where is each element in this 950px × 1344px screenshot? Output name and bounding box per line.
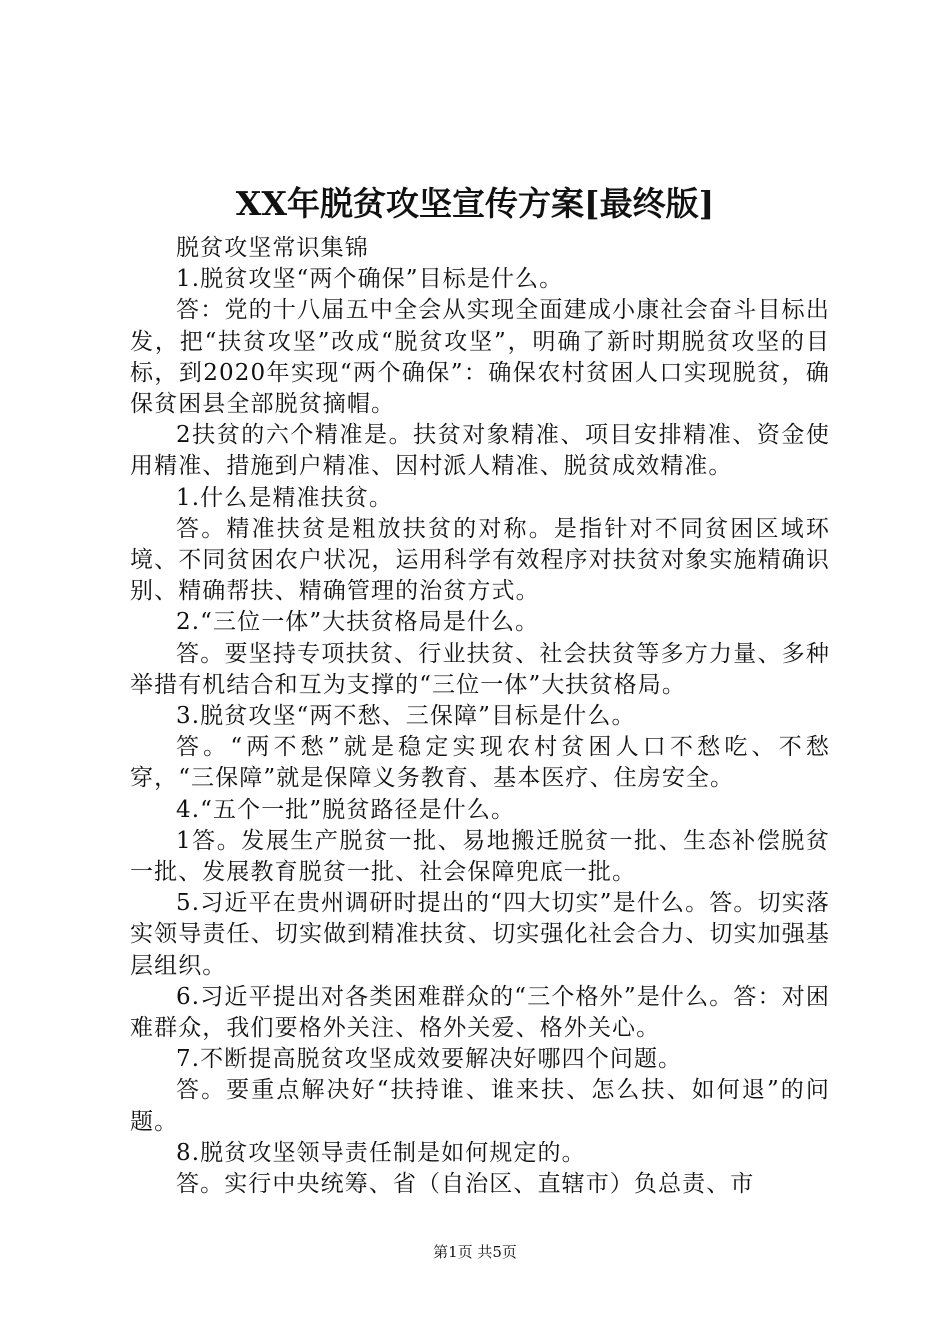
paragraph: 2扶贫的六个精准是。扶贫对象精准、项目安排精准、资金使用精准、措施到户精准、因村派人精准、脱贫成效精准。 [130,422,830,480]
paragraph: 2.“三位一体”大扶贫格局是什么。 [176,609,540,636]
paragraph: 1答。发展生产脱贫一批、易地搬迁脱贫一批、生态补偿脱贫一批、发展教育脱贫一批、社会保障兜底一批。 [130,827,830,886]
page-number-footer: 第1页 共5页 [433,1243,517,1261]
paragraph: 3.脱贫攻坚“两不愁、三保障”目标是什么。 [176,703,636,730]
paragraph: 7.不断提高脱贫攻坚成效要解决好哪四个问题。 [176,1046,683,1073]
document-title: XX年脱贫攻坚宣传方案[最终版] [235,184,715,223]
paragraph: 6.习近平提出对各类困难群众的“三个格外”是什么。答：对困难群众，我们要格外关注、格外关爱、格外关心。 [130,983,830,1042]
document-body [130,233,830,1200]
paragraph: 1.什么是精准扶贫。 [176,484,393,511]
paragraph: 答：党的十八届五中全会从实现全面建成小康社会奋斗目标出发，把“扶贫攻坚”改成“脱贫攻坚”，明确了新时期脱贫攻坚的目标，到2020年实现“两个确保”：确保农村贫困人口实现脱贫，确保贫困县全部脱贫摘帽。 [130,297,830,418]
paragraph: 答。要重点解决好“扶持谁、谁来扶、怎么扶、如何退”的问题。 [130,1077,830,1135]
paragraph: 答。要坚持专项扶贫、行业扶贫、社会扶贫等多方力量、多种举措有机结合和互为支撑的“三位一体”大扶贫格局。 [130,640,830,698]
paragraph: 8.脱贫攻坚领导责任制是如何规定的。 [176,1139,586,1166]
paragraph: 答。“两不愁”就是稳定实现农村贫困人口不愁吃、不愁穿，“三保障”就是保障义务教育、基本医疗、住房安全。 [130,734,830,792]
paragraph: 1.脱贫攻坚“两个确保”目标是什么。 [176,266,564,293]
paragraph: 4.“五个一批”脱贫路径是什么。 [176,796,516,823]
paragraph: 答。精准扶贫是粗放扶贫的对称。是指针对不同贫困区域环境、不同贫困农户状况，运用科学有效程序对扶贫对象实施精确识别、精确帮扶、精确管理的治贫方式。 [130,515,830,605]
paragraph: 答。实行中央统筹、省（自治区、直辖市）负总责、市 [176,1171,755,1198]
paragraph: 5.习近平在贵州调研时提出的“四大切实”是什么。答。切实落实领导责任、切实做到精准扶贫、切实强化社会合力、切实加强基层组织。 [130,890,830,979]
paragraph: 脱贫攻坚常识集锦 [176,235,369,261]
